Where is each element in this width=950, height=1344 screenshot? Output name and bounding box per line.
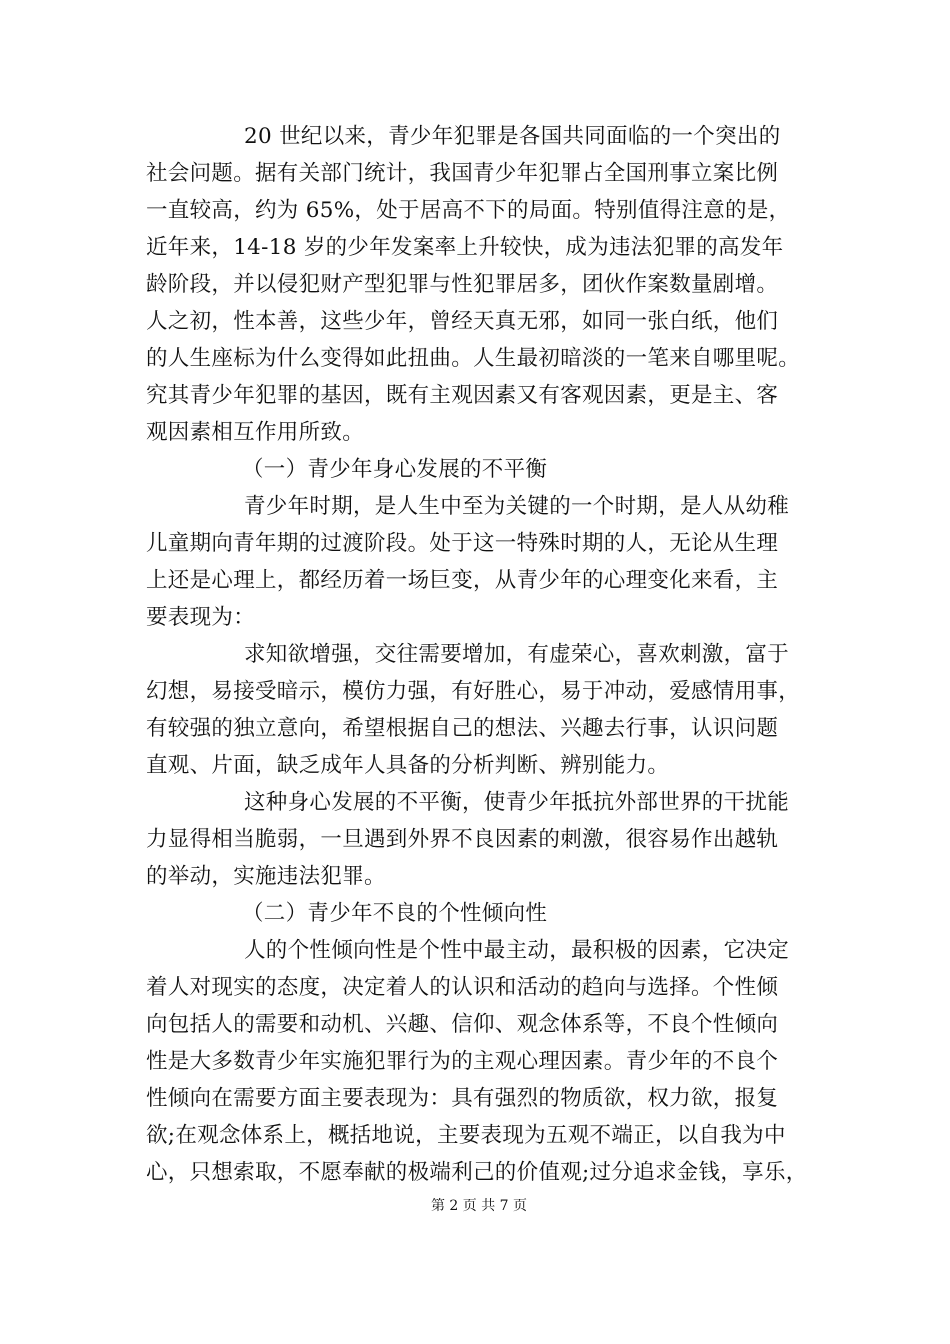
text-line: 青少年时期，是人生中至为关键的一个时期，是人从幼稚 [244,494,790,519]
text-line: 人的个性倾向性是个性中最主动，最积极的因素，它决定 [244,938,790,963]
text-line: 一直较高，约为 65%，处于居高不下的局面。特别值得注意的是， [146,198,791,223]
text-line: 着人对现实的态度，决定着人的认识和活动的趋向与选择。个性倾 [146,975,779,1000]
document-body [146,118,822,1191]
text-line: 心，只想索取，不愿奉献的极端利己的价值观;过分追求金钱，享乐， [146,1160,808,1185]
text-line: 有较强的独立意向，希望根据自己的想法、兴趣去行事，认识问题 [146,716,779,741]
text-line: 观因素相互作用所致。 [146,420,365,445]
text-line: 的举动，实施违法犯罪。 [146,864,386,889]
text-line: 上还是心理上，都经历着一场巨变，从青少年的心理变化来看，主 [146,568,779,593]
text-line: 欲;在观念体系上，概括地说，主要表现为五观不端正，以自我为中 [146,1123,786,1148]
text-line: 性是大多数青少年实施犯罪行为的主观心理因素。青少年的不良个 [146,1049,779,1074]
page-footer: 第 2 页 共 7 页 [430,1198,528,1214]
text-line: 究其青少年犯罪的基因，既有主观因素又有客观因素，更是主、客 [146,383,779,408]
text-line: 幻想，易接受暗示，模仿力强，有好胜心，易于冲动，爱感情用事， [146,679,801,704]
text-line: 性倾向在需要方面主要表现为：具有强烈的物质欲，权力欲，报复 [146,1086,779,1111]
text-line: 这种身心发展的不平衡，使青少年抵抗外部世界的干扰能 [244,790,790,815]
text-line: 社会问题。据有关部门统计，我国青少年犯罪占全国刑事立案比例 [146,161,779,186]
text-line: 人之初，性本善，这些少年，曾经天真无邪，如同一张白纸，他们 [146,309,779,334]
text-line: 的人生座标为什么变得如此扭曲。人生最初暗淡的一笔来自哪里呢。 [146,346,801,371]
section-heading: （二）青少年不良的个性倾向性 [242,901,548,926]
text-line: 龄阶段，并以侵犯财产型犯罪与性犯罪居多，团伙作案数量剧增。 [146,272,779,297]
text-line: 直观、片面，缺乏成年人具备的分析判断、辨别能力。 [146,753,670,778]
section-heading: （一）青少年身心发展的不平衡 [242,457,548,482]
text-line: 20 世纪以来，青少年犯罪是各国共同面临的一个突出的 [244,124,781,149]
text-line: 要表现为： [146,605,256,630]
text-line: 力显得相当脆弱，一旦遇到外界不良因素的刺激，很容易作出越轨 [146,827,779,852]
text-line: 近年来，14-18 岁的少年发案率上升较快，成为违法犯罪的高发年 [146,235,784,260]
text-line: 向包括人的需要和动机、兴趣、信仰、观念体系等，不良个性倾向 [146,1012,779,1037]
text-line: 儿童期向青年期的过渡阶段。处于这一特殊时期的人，无论从生理 [146,531,779,556]
text-line: 求知欲增强，交往需要增加，有虚荣心，喜欢刺激，富于 [244,642,790,667]
